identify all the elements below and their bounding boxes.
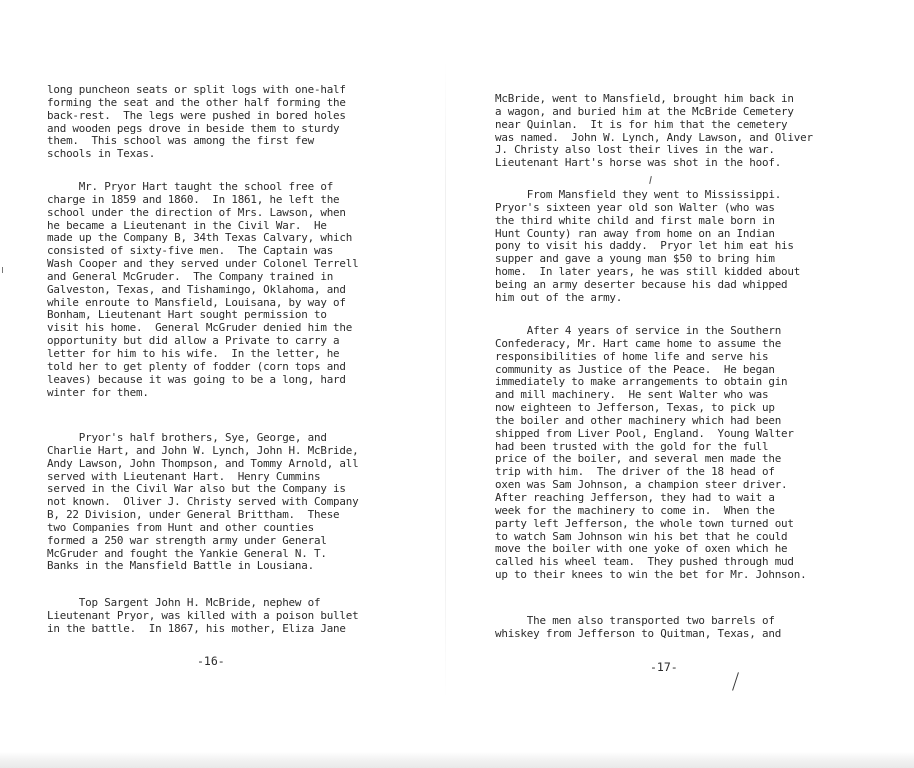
- margin-mark: [2, 267, 3, 273]
- right-page-paragraph-3: After 4 years of service in the Southern Confederacy, Mr. Hart came home to assume the responsibilities of home life and serve his community as Justice of the Peace. He began immediately to make arrangements to obtain gin and mill machinery. He sent Walter who was now eighteen to Jefferson, Texas, to pick up the boiler and other machinery which had been shipped from Liver Pool, England. Young Walter had been trusted with the gold for the full price of the boiler, and several men made the trip with him. The driver of the 18 head of oxen was Sam Johnson, a champion steer driver. After reaching Jefferson, they had to wait a week for the machinery to come in. When the party left Jefferson, the whole town turned out to watch Sam Johnson win his bet that he could move the boiler with one yoke of oxen which he called his wheel team. They pushed through mud up to their knees to win the bet for Mr. Johnson.: [495, 324, 807, 582]
- page-gutter: [445, 60, 446, 700]
- left-page-paragraph-1: long puncheon seats or split logs with one-half forming the seat and the other half forming the back-rest. The legs were pushed in bored holes and wooden pegs drove in beside them to sturdy them. This school was among the first few schools in Texas.: [47, 83, 346, 161]
- right-page-paragraph-1: McBride, went to Mansfield, brought him back in a wagon, and buried him at the McBride Cemetery near Quinlan. It is for him that the cemetery was named. John W. Lynch, Andy Lawson, and Oliver J. Christy also lost their lives in the war. Lieutenant Hart's horse was shot in the hoof.: [495, 92, 813, 170]
- pen-tick-mark: [649, 176, 652, 184]
- right-page-number: -17-: [650, 660, 678, 674]
- right-page-paragraph-4: The men also transported two barrels of whiskey from Jefferson to Quitman, Texas, and: [495, 614, 782, 640]
- right-page-paragraph-2: From Mansfield they went to Mississippi. Pryor's sixteen year old son Walter (who was the third white child and first male born in Hunt County) ran away from home on an Indian pony to visit his daddy. Pryor let him eat his supper and gave a young man $50 to bring him home. In later years, he was still kidded about being an army deserter because his dad whipped him out of the army.: [495, 188, 801, 304]
- left-page-number: -16-: [197, 654, 225, 668]
- left-page-paragraph-2: Mr. Pryor Hart taught the school free of charge in 1859 and 1860. In 1861, he left the school under the direction of Mrs. Lawson, when he became a Lieutenant in the Civil War. He made up the Company B, 34th Texas Calvary, which consisted of sixty-five men. The Captain was Wash Cooper and they served under Colonel Terrell and General McGruder. The Company trained in Galveston, Texas, and Tishamingo, Oklahoma, and while enroute to Mansfield, Louisana, by way of Bonham, Lieutenant Hart sought permission to visit his home. General McGruder denied him the opportunity but did allow a Private to carry a letter for him to his wife. In the letter, he told her to get plenty of fodder (corn tops and leaves) because it was going to be a long, hard winter for them.: [47, 180, 359, 399]
- scan-bottom-edge: [0, 752, 914, 768]
- left-page-paragraph-3: Pryor's half brothers, Sye, George, and Charlie Hart, and John W. Lynch, John H. McBride, Andy Lawson, John Thompson, and Tommy Arnold, all served with Lieutenant Hart. Henry Cummins served in the Civil War also but the Company is not known. Oliver J. Christy served with Company B, 22 Division, under General Brittham. These two Companies from Hunt and other counties formed a 250 war strength army under General McGruder and fought the Yankie General N. T. Banks in the Mansfield Battle in Lousiana.: [47, 431, 359, 573]
- pen-slash-mark: [732, 672, 739, 690]
- left-page-paragraph-4: Top Sargent John H. McBride, nephew of Lieutenant Pryor, was killed with a poison bullet in the battle. In 1867, his mother, Eliza Jane: [47, 596, 359, 635]
